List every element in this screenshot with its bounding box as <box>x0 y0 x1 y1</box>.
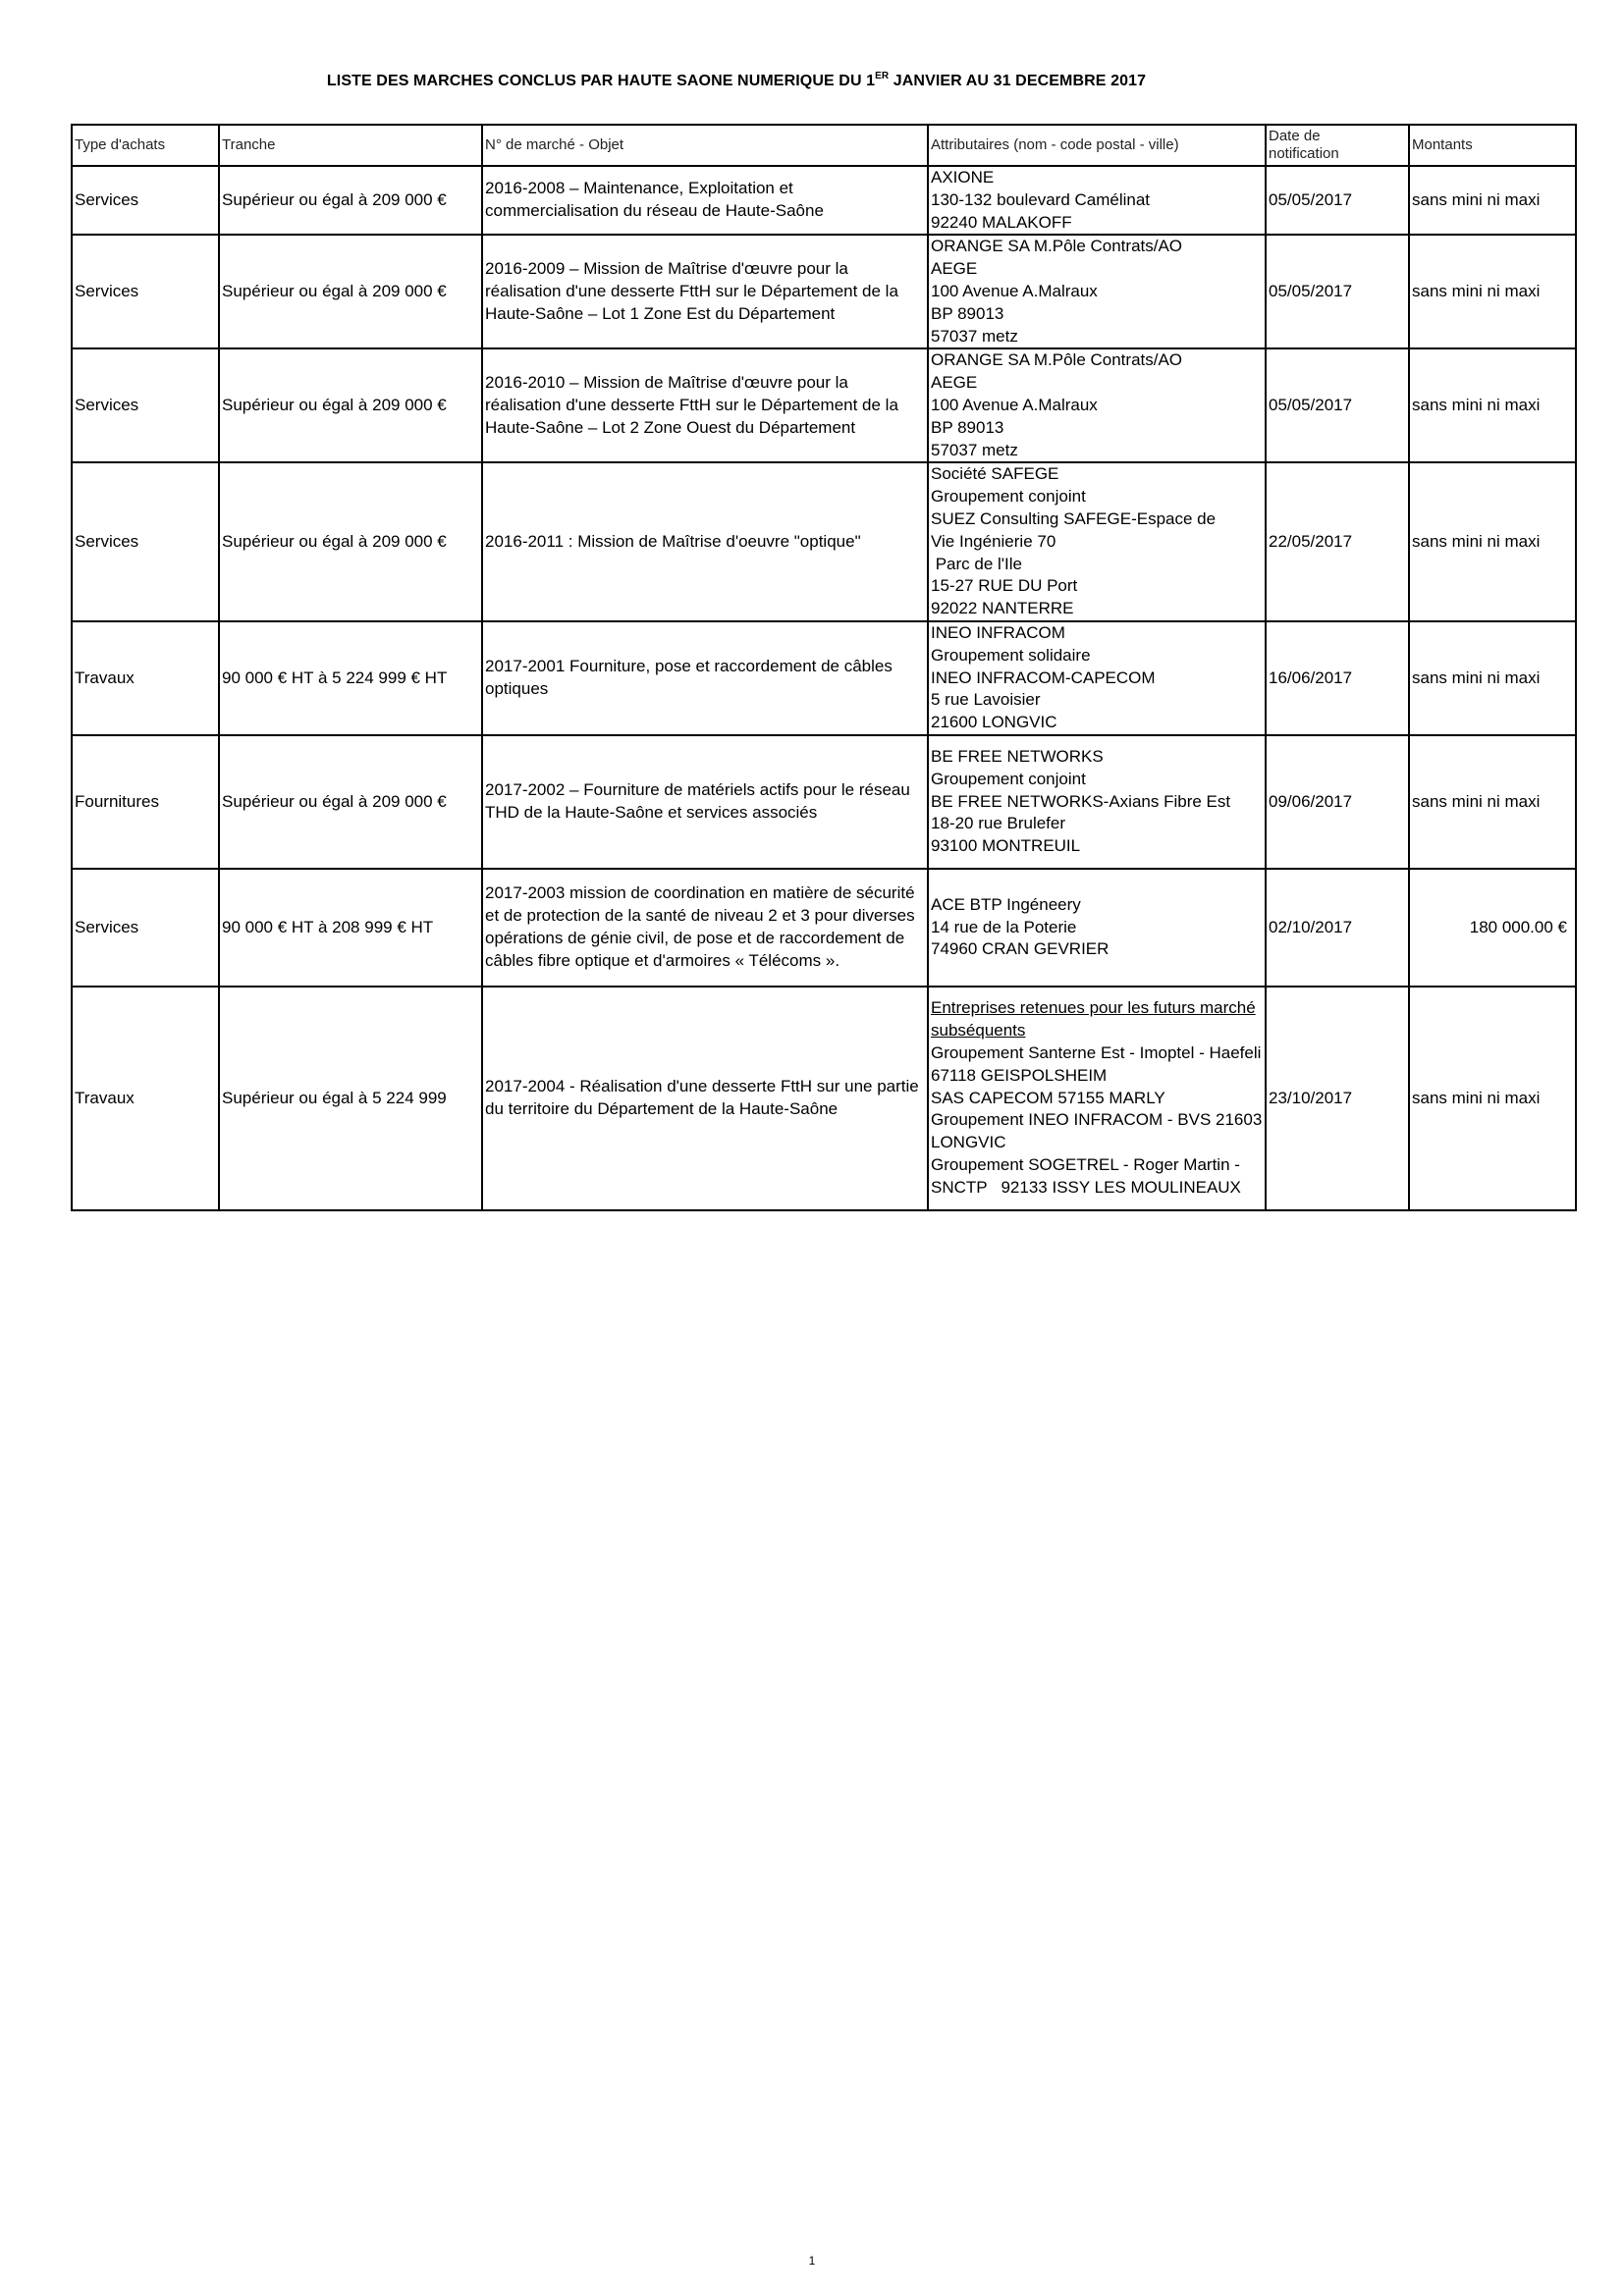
attributaire-line: BE FREE NETWORKS-Axians Fibre Est <box>931 791 1231 811</box>
cell-tranche: Supérieur ou égal à 209 000 € <box>219 348 482 462</box>
cell-type: Services <box>72 462 219 621</box>
attributaire-line: Groupement Santerne Est - Imoptel - Haefeli 67118 GEISPOLSHEIM <box>931 1042 1262 1085</box>
header-tranche: Tranche <box>219 125 482 166</box>
attributaire-line: Groupement solidaire <box>931 645 1091 665</box>
cell-type: Services <box>72 869 219 987</box>
table-row <box>72 235 1576 348</box>
attributaire-line: 92240 MALAKOFF <box>931 212 1072 232</box>
attributaire-line: INEO INFRACOM <box>931 622 1065 642</box>
cell-tranche: Supérieur ou égal à 5 224 999 <box>219 987 482 1210</box>
cell-montant: sans mini ni maxi <box>1409 166 1576 235</box>
table-row <box>72 348 1576 462</box>
header-date <box>1266 125 1409 166</box>
attributaire-line: 57037 metz <box>931 440 1018 459</box>
attributaire-line: 100 Avenue A.Malraux <box>931 395 1098 414</box>
cell-tranche: Supérieur ou égal à 209 000 € <box>219 235 482 348</box>
document-title-superscript: ER <box>875 71 890 81</box>
attributaire-line: 57037 metz <box>931 326 1018 346</box>
cell-montant: sans mini ni maxi <box>1409 348 1576 462</box>
cell-date: 05/05/2017 <box>1266 348 1409 462</box>
attributaire-line: 5 rue Lavoisier <box>931 690 1041 710</box>
document-title-suffix: JANVIER AU 31 DECEMBRE 2017 <box>889 73 1147 89</box>
cell-date: 05/05/2017 <box>1266 166 1409 235</box>
attributaire-line: 93100 MONTREUIL <box>931 836 1081 856</box>
cell-date: 16/06/2017 <box>1266 621 1409 735</box>
cell-attributaires <box>928 166 1266 235</box>
cell-date: 09/06/2017 <box>1266 735 1409 869</box>
attributaire-line: 74960 CRAN GEVRIER <box>931 939 1110 959</box>
attributaire-line: 14 rue de la Poterie <box>931 917 1077 936</box>
cell-tranche: 90 000 € HT à 208 999 € HT <box>219 869 482 987</box>
attributaire-line: BP 89013 <box>931 417 1004 437</box>
attributaire-line: 18-20 rue Brulefer <box>931 814 1066 833</box>
cell-objet: 2017-2002 – Fourniture de matériels actifs pour le réseau THD de la Haute-Saône et services associés <box>482 735 928 869</box>
attributaire-line: Groupement INEO INFRACOM - BVS 21603 LONGVIC <box>931 1110 1263 1152</box>
document-title-prefix: LISTE DES MARCHES CONCLUS PAR HAUTE SAONE NUMERIQUE DU 1 <box>326 73 876 89</box>
cell-tranche: 90 000 € HT à 5 224 999 € HT <box>219 621 482 735</box>
cell-montant: sans mini ni maxi <box>1409 987 1576 1210</box>
attributaire-line: 21600 LONGVIC <box>931 713 1057 732</box>
attributaire-line: BE FREE NETWORKS <box>931 746 1104 766</box>
cell-attributaires <box>928 987 1266 1210</box>
cell-date: 22/05/2017 <box>1266 462 1409 621</box>
attributaire-line: ACE BTP Ingéneery <box>931 894 1081 914</box>
cell-attributaires <box>928 348 1266 462</box>
attributaire-line: SAS CAPECOM 57155 MARLY <box>931 1088 1165 1107</box>
attributaire-line: INEO INFRACOM-CAPECOM <box>931 667 1156 687</box>
attributaire-line: AEGE <box>931 259 978 279</box>
attributaire-line: ORANGE SA M.Pôle Contrats/AO <box>931 237 1183 256</box>
table-row <box>72 987 1576 1210</box>
cell-objet: 2017-2003 mission de coordination en matière de sécurité et de protection de la santé de niveau 2 et 3 pour diverses opérations de génie civil, de pose et de raccordement de câbles fibre optique et d'armoires « Télécoms ». <box>482 869 928 987</box>
table-row <box>72 462 1576 621</box>
table-row <box>72 735 1576 869</box>
cell-date: 02/10/2017 <box>1266 869 1409 987</box>
attributaire-line: Groupement SOGETREL - Roger Martin - SNCTP 92133 ISSY LES MOULINEAUX <box>931 1154 1245 1197</box>
cell-montant: 180 000.00 € <box>1409 869 1576 987</box>
marches-table <box>71 124 1577 1211</box>
cell-type: Services <box>72 348 219 462</box>
attributaire-line: Groupement conjoint <box>931 487 1086 507</box>
cell-attributaires <box>928 735 1266 869</box>
cell-type: Services <box>72 235 219 348</box>
attributaire-line: Parc de l'Ile <box>931 554 1023 573</box>
cell-attributaires <box>928 462 1266 621</box>
header-objet: N° de marché - Objet <box>482 125 928 166</box>
header-type: Type d'achats <box>72 125 219 166</box>
header-date-line2: notification <box>1269 145 1339 162</box>
cell-montant: sans mini ni maxi <box>1409 235 1576 348</box>
cell-tranche: Supérieur ou égal à 209 000 € <box>219 462 482 621</box>
cell-objet: 2016-2009 – Mission de Maîtrise d'œuvre pour la réalisation d'une desserte FttH sur le Département de la Haute-Saône – Lot 1 Zone Est du Département <box>482 235 928 348</box>
cell-objet: 2017-2001 Fourniture, pose et raccordement de câbles optiques <box>482 621 928 735</box>
attributaire-line: 92022 NANTERRE <box>931 599 1074 618</box>
document-title <box>0 71 1473 90</box>
header-date-line1: Date de <box>1269 128 1321 144</box>
attributaire-line: Société SAFEGE <box>931 464 1059 484</box>
attributaire-line: Groupement conjoint <box>931 769 1086 788</box>
attributaire-line: SUEZ Consulting SAFEGE-Espace de <box>931 508 1217 528</box>
cell-date: 05/05/2017 <box>1266 235 1409 348</box>
table-row <box>72 166 1576 235</box>
cell-type: Services <box>72 166 219 235</box>
cell-type: Fournitures <box>72 735 219 869</box>
page-number: 1 <box>808 2254 816 2268</box>
table-row <box>72 621 1576 735</box>
cell-type: Travaux <box>72 987 219 1210</box>
header-montants: Montants <box>1409 125 1576 166</box>
attributaire-line: AEGE <box>931 373 978 393</box>
table-header-row <box>72 125 1576 166</box>
attributaire-line: 100 Avenue A.Malraux <box>931 281 1098 300</box>
cell-objet: 2016-2008 – Maintenance, Exploitation et commercialisation du réseau de Haute-Saône <box>482 166 928 235</box>
attributaire-line: ORANGE SA M.Pôle Contrats/AO <box>931 350 1183 370</box>
attributaires-intro: Entreprises retenues pour les futurs marché subséquents <box>931 998 1256 1041</box>
cell-objet: 2016-2010 – Mission de Maîtrise d'œuvre pour la réalisation d'une desserte FttH sur le Département de la Haute-Saône – Lot 2 Zone Ouest du Département <box>482 348 928 462</box>
cell-attributaires <box>928 869 1266 987</box>
cell-tranche: Supérieur ou égal à 209 000 € <box>219 166 482 235</box>
attributaire-line: AXIONE <box>931 168 995 187</box>
cell-attributaires <box>928 621 1266 735</box>
attributaire-line: Vie Ingénierie 70 <box>931 531 1056 551</box>
cell-montant: sans mini ni maxi <box>1409 621 1576 735</box>
header-attributaires: Attributaires (nom - code postal - ville) <box>928 125 1266 166</box>
cell-date: 23/10/2017 <box>1266 987 1409 1210</box>
attributaire-line: 15-27 RUE DU Port <box>931 576 1078 596</box>
cell-attributaires <box>928 235 1266 348</box>
cell-objet: 2017-2004 - Réalisation d'une desserte FttH sur une partie du territoire du Département de la Haute-Saône <box>482 987 928 1210</box>
cell-type: Travaux <box>72 621 219 735</box>
cell-tranche: Supérieur ou égal à 209 000 € <box>219 735 482 869</box>
cell-montant: sans mini ni maxi <box>1409 462 1576 621</box>
cell-objet: 2016-2011 : Mission de Maîtrise d'oeuvre "optique" <box>482 462 928 621</box>
table-row <box>72 869 1576 987</box>
cell-montant: sans mini ni maxi <box>1409 735 1576 869</box>
attributaire-line: 130-132 boulevard Camélinat <box>931 189 1151 209</box>
attributaire-line: BP 89013 <box>931 303 1004 323</box>
